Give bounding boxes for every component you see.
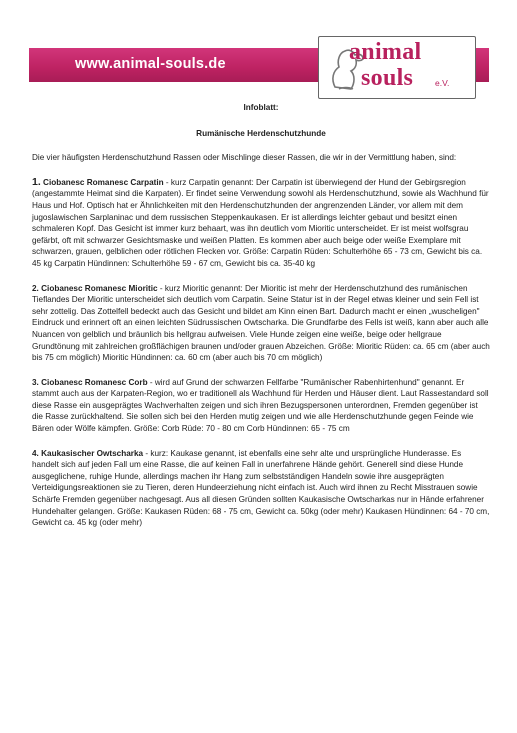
section-number: 2. — [32, 283, 39, 293]
document-body — [32, 102, 490, 529]
section-number: 1. — [32, 175, 41, 188]
website-url[interactable]: www.animal-souls.de — [75, 56, 226, 72]
logo-text-ev: e.V. — [435, 78, 450, 88]
animal-souls-logo — [318, 36, 476, 99]
doc-subheading: Rumänische Herdenschutzhunde — [196, 128, 326, 138]
doc-heading: Infoblatt: — [243, 103, 279, 112]
section-carpatin — [32, 177, 490, 270]
section-text: - kurz: Kaukase genannt, ist ebenfalls eine sehr alte und ursprüngliche Hunderasse. Es handelt sich auf jeden Fall um eine Rasse, die auf keinen Fall in unerfahrene Hände gehört. Generell sind diese Hunde ausgeglichene, ruhige Hunde, allerdings machen ihr Hang zum selbstständigen Handeln sowie ihre ausgeprägten Verteidigungsreaktionen sie zu Tieren, deren Hundeerziehung nicht einfach ist. Auch wird ihnen zu Recht Misstrauen sowie Schärfe Fremden gegenüber nachgesagt. Aus all diesen Gründen sollten Kaukasische Owtscharkas nur in Hände erfahrener Hundehalter gelangen. Größe: Kaukasen Rüden: 68 - 75 cm, Gewicht ca. 50kg (oder mehr) Kaukasen Hündinnen: 64 - 70 cm, Gewicht ca. 45 kg (oder mehr) — [32, 448, 490, 528]
section-title: Kaukasischer Owtscharka — [41, 448, 144, 458]
intro-paragraph: Die vier häufigsten Herdenschutzhund Rassen oder Mischlinge dieser Rassen, die wir in der Vermittlung haben, sind: — [32, 153, 457, 163]
section-title: Ciobanesc Romanesc Corb — [41, 377, 148, 387]
logo-text-animal: animal — [349, 39, 422, 65]
section-title: Ciobanesc Romanesc Mioritic — [41, 283, 158, 293]
section-text: - kurz Mioritic genannt: Der Mioritic ist mehr der Herdenschutzhund des rumänischen Tieflandes Der Mioritic unterscheidet sich deutlich vom Carpatin. Seine Statur ist in der Regel etwas kleiner und sein Fell ist sehr zottelig. Das Zottelfell bedeckt auch das Gesicht und bildet am Kinn einen Bart. Dadurch macht er einen „wuscheligen" Eindruck und erinnert oft an einen leichten Südrussischen Owtscharka. Die Grundfarbe des Fells ist weiß, kann aber auch alle Nuancen von gelblich und bräunlich bis hellgrau aufweisen. Viele Hunde zeigen eine weiße, beige oder hellgraue Grundtönung mit zahlreichen großflächigen braunen und/oder grauen Abzeichen. Größe: Mioritic Rüden: ca. 65 cm (aber auch bis 75 cm möglich) Mioritic Hündinnen: ca. 60 cm (aber auch bis 70 cm möglich) — [32, 283, 490, 363]
logo-text-souls: souls — [361, 65, 414, 91]
section-kaukase — [32, 448, 490, 529]
section-number: 3. — [32, 377, 39, 387]
section-title: Ciobanesc Romanesc Carpatin — [43, 177, 164, 187]
section-text: - wird auf Grund der schwarzen Fellfarbe "Rumänischer Rabenhirtenhund" genannt. Er stammt auch aus der Karpaten-Region, wo er traditionell als Wachhund für Herden und Häuser dient. Laut Rassestandard soll diese Rasse ein ausgeprägtes Wachverhalten zeigen und sich ihren Bezugspersonen unterordnen, Fremden gegenüber ist die Rasse zurückhaltend. Sie sollen sich bei den Herden mutig zeigen und wie alle Herdenschutzhunde gegen Feinde wie Bären oder Wölfe kämpfen. Größe: Corb Rüde: 70 - 80 cm Corb Hündinnen: 65 - 75 cm — [32, 377, 489, 434]
section-number: 4. — [32, 448, 39, 458]
section-corb — [32, 377, 490, 435]
section-text: - kurz Carpatin genannt: Der Carpatin ist überwiegend der Hund der Gebirgsregion (angestammte Heimat sind die Karpaten). Er findet seine Verwendung sowohl als Herdenschutzhund, sowie als Wachhund für Haus und Hof. Optisch hat er Ähnlichkeiten mit den Herdenschutzhunden der angrenzenden Länder, vor allem mit dem jugoslawischen Sarplaninac und dem russischen Steppenkaukasen. Er ist allerdings leichter gebaut und besitzt einen schmaleren Kopf. Das Gesicht ist immer kurz behaart, was ihn deutlich vom Mioritic unterscheidet. Er ist meist wolfsgrau gefärbt, oft mit schwarzer Gesichtsmaske und weißen Platten. Es kommen aber auch beige oder weiße Exemplare mit schwarzen, grauen, gelblichen oder rötlichen Flecken vor. Größe: Carpatin Rüden: Schulterhöhe 65 - 73 cm, Gewicht bis ca. 45 kg Carpatin Hündinnen: Schulterhöhe 59 - 67 cm, Gewicht bis ca. 35-40 kg — [32, 177, 489, 268]
section-mioritic — [32, 283, 490, 364]
